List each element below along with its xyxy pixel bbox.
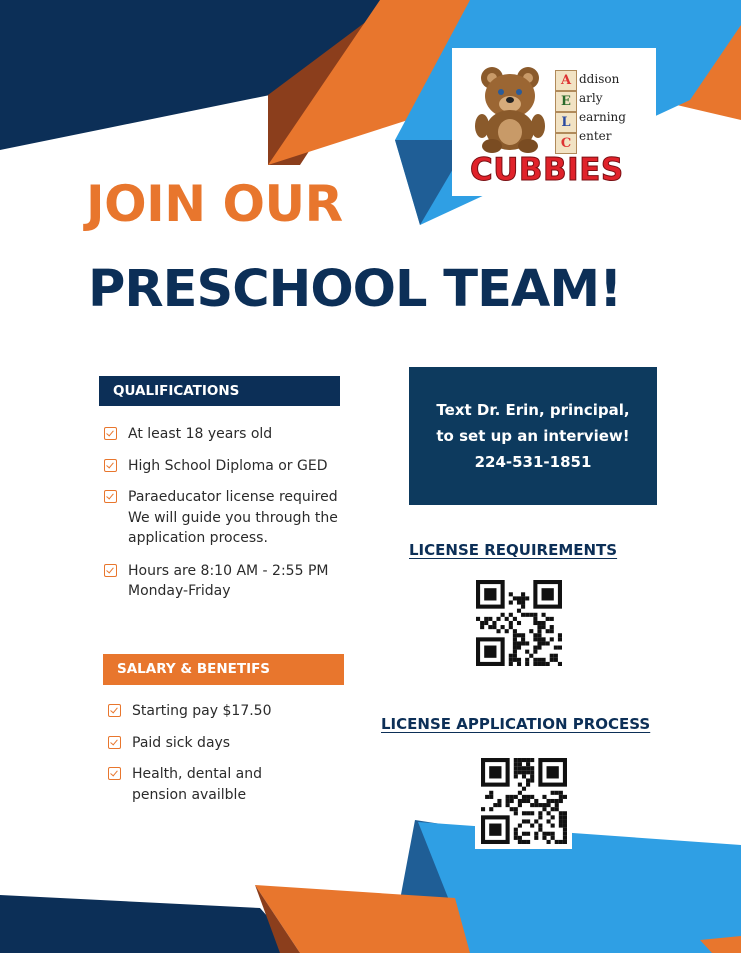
contact-box (409, 367, 657, 505)
checkbox-icon (108, 767, 121, 780)
shape-navy-bottom (0, 895, 300, 953)
qr-code-icon (476, 580, 562, 666)
list-item (108, 764, 358, 805)
salary-heading: SALARY & BENETIFS (103, 654, 344, 685)
list-item (104, 561, 374, 602)
item-text: We will guide you through the (128, 509, 338, 526)
block-c: C (555, 133, 577, 154)
checkbox-icon (108, 736, 121, 749)
list-item (104, 456, 374, 477)
salary-list (108, 701, 358, 805)
item-text: At least 18 years old (128, 426, 273, 442)
school-name-lines (579, 70, 626, 146)
block-a: A (555, 70, 577, 91)
logo-line: ddison (579, 72, 620, 86)
qr-code-requirements (471, 575, 567, 671)
contact-line1: Text Dr. Erin, principal, (436, 401, 630, 419)
shape-sky-bottom (418, 822, 741, 953)
list-item (108, 733, 358, 754)
checkbox-icon (104, 564, 117, 577)
logo-line: earning (579, 110, 626, 124)
license-requirements-link[interactable]: LICENSE REQUIREMENTS (409, 541, 618, 559)
logo-card (452, 48, 656, 196)
list-item (104, 424, 374, 445)
block-e: E (555, 91, 577, 112)
license-application-link[interactable]: LICENSE APPLICATION PROCESS (381, 715, 651, 733)
headline-line2: PRESCHOOL TEAM! (88, 260, 622, 319)
item-text: Monday-Friday (128, 583, 231, 599)
qr-code-icon (481, 758, 567, 844)
item-text: High School Diploma or GED (128, 457, 328, 474)
checkbox-icon (104, 427, 117, 440)
item-text: Health, dental and (132, 766, 262, 782)
item-text: pension availble (132, 786, 247, 803)
checkbox-icon (104, 490, 117, 503)
letter-blocks (555, 70, 577, 154)
item-text: application process. (128, 530, 268, 546)
checkbox-icon (108, 704, 121, 717)
logo-line: enter (579, 129, 612, 143)
item-text: Starting pay $17.50 (132, 703, 272, 719)
item-text: Paid sick days (132, 734, 231, 751)
qualifications-heading: QUALIFICATIONS (99, 376, 340, 406)
contact-phone[interactable]: 224-531-1851 (474, 453, 592, 471)
teddy-bear-icon (470, 64, 554, 154)
item-text: Hours are 8:10 AM - 2:55 PM (128, 562, 329, 579)
block-l: L (555, 112, 577, 133)
qualifications-list (104, 424, 374, 602)
checkbox-icon (104, 459, 117, 472)
list-item (108, 701, 358, 722)
list-item (104, 487, 374, 549)
contact-line2: to set up an interview! (436, 427, 630, 445)
qr-code-application (475, 752, 572, 849)
headline-line1: JOIN OUR (86, 175, 343, 233)
logo-wordmark: CUBBIES (470, 152, 624, 188)
logo-line: arly (579, 91, 603, 105)
item-text: Paraeducator license required (128, 489, 338, 505)
